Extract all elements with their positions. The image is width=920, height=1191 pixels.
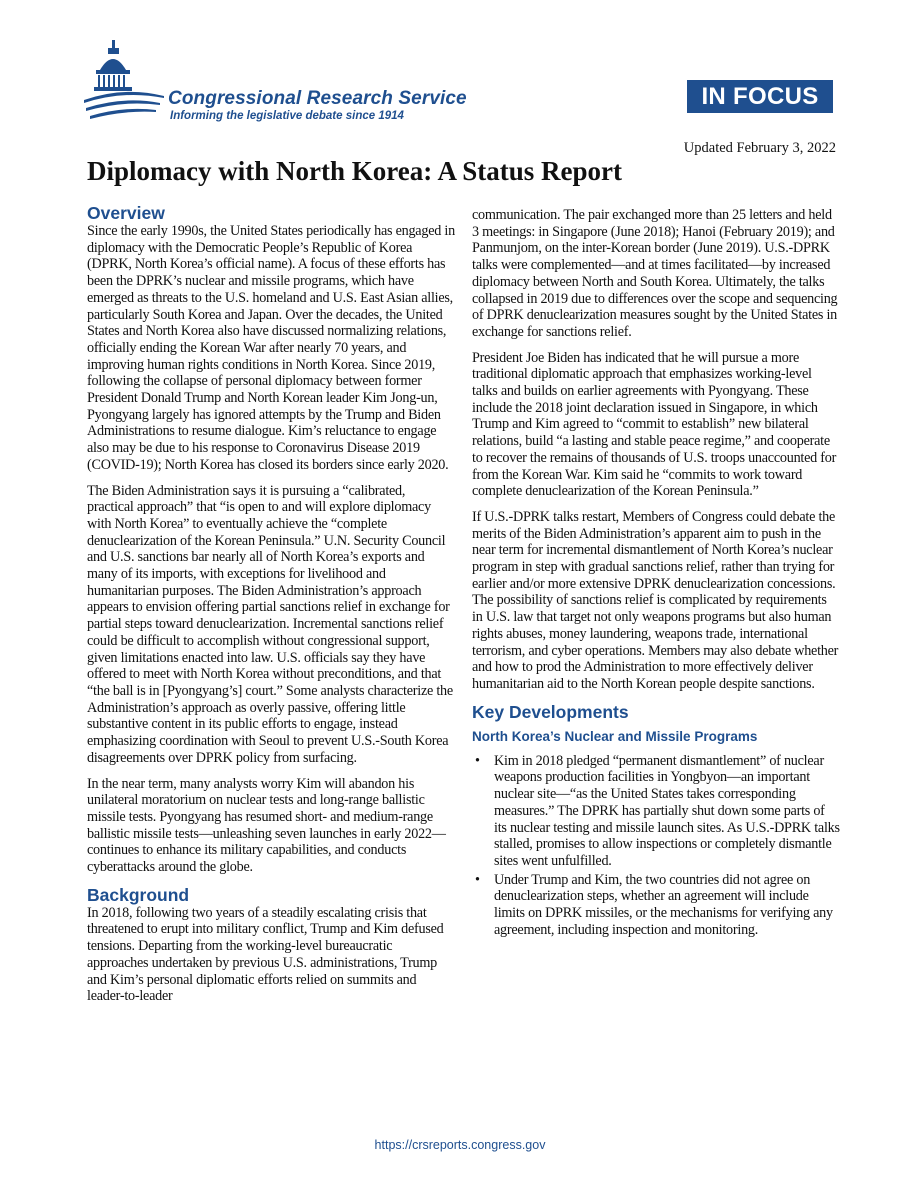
right-column <box>472 207 840 940</box>
list-item-text: Under Trump and Kim, the two countries did not agree on denuclearization steps, whether an agreement will include limits on DPRK missiles, or the mechanisms for verifying any agreement, including inspection and monitoring. <box>494 871 833 938</box>
background-paragraph-3: If U.S.-DPRK talks restart, Members of Congress could debate the merits of the Biden Administration’s apparent aim to push in the near term for incremental dismantlement of North Korea’s nuclear program in step with gradual sanctions relief, rather than trying for earlier and/or more extensive DPRK denuclearization concessions. The possibility of sanctions relief is complicated by requirements in U.S. law that target not only weapons programs but also human rights abuses, money laundering, weapons trade, international terrorism, and cyber operations. Members may also debate whether and how to prod the Administration to more effectively deliver humanitarian aid to the North Korean people despite sanctions. <box>472 508 839 692</box>
background-paragraph-1-part-2: communication. The pair exchanged more than 25 letters and held 3 meetings: in Singapore (June 2018); Hanoi (February 2019); and Panmunjom, on the inter-Korean border (June 2019). U.S.-DPRK talks were complemented—and at times facilitated—by increased diplomacy between North and South Korea. Ultimately, the talks collapsed in 2019 due to differences over the scope and sequencing of DPRK denuclearization measures sought by the United States in exchange for sanctions relief. <box>472 207 838 340</box>
bullet-icon: • <box>475 871 480 888</box>
background-heading: Background <box>87 884 190 905</box>
org-name: Congressional Research Service <box>168 88 467 109</box>
overview-paragraph-1: Since the early 1990s, the United States periodically has engaged in diplomacy with the Democratic People’s Republic of Korea (DPRK, North Korea’s official name). A focus of these efforts has been the DPRK’s nuclear and missile programs, which have emerged as threats to the U.S. homeland and U.S. East Asian allies, particularly South Korea and Japan. Over the decades, the United States and North Korea also have discussed normalizing relations, officially ending the Korean War after nearly 70 years, and improving human rights conditions in North Korea. Since 2019, following the collapse of personal diplomacy between former President Donald Trump and North Korean leader Kim Jong-un, Pyongyang largely has ignored attempts by the Trump and Biden Administrations to resume dialogue. Kim’s reluctance to engage also may be due to his response to Coronavirus Disease 2019 (COVID-19); North Korea has closed its borders since early 2020. <box>87 223 455 473</box>
list-item <box>472 872 840 939</box>
background-paragraph-2: President Joe Biden has indicated that he will pursue a more traditional diplomatic approach that emphasizes working-level talks and builds on earlier agreements with Pyongyang. These include the 2018 joint declaration issued in Singapore, in which Trump and Kim agreed to “commit to establish” new bilateral relations, build “a lasting and stable peace regime,” and cooperate to recover the remains of thousands of U.S. troops unaccounted for from the Korean War. Kim said he “commits to work toward complete denuclearization of the Korean Peninsula.” <box>472 349 837 500</box>
capitol-dome-icon <box>84 40 174 130</box>
background-paragraph-1-part-1: In 2018, following two years of a steadily escalating crisis that threatened to erupt into military conflict, Trump and Kim defused tensions. Departing from the working-level bureaucratic approaches undertaken by previous U.S. administrations, Trump and Kim’s personal diplomatic efforts relied on summits and leader-to-leader <box>87 904 444 1005</box>
overview-heading: Overview <box>87 203 165 223</box>
overview-paragraph-2: The Biden Administration says it is pursuing a “calibrated, practical approach” that “is open to and will explore diplomacy with North Korea” to eventually achieve the “complete denuclearization of the Korean Peninsula.” U.N. Security Council and U.S. sanctions bar nearly all of North Korea’s exports and many of its imports, with exceptions for livelihood and humanitarian purposes. The Biden Administration’s approach appears to envision offering partial sanctions relief in exchange for partial steps toward denuclearization. Incremental sanctions relief could be difficult to accomplish without congressional support, given limitations enacted into law. U.S. officials say they have offered to meet with North Korea without preconditions, and that “the ball is in [Pyongyang’s] court.” Some analysts characterize the Administration’s approach as overly passive, offering little substantive content in its public efforts to engage, instead emphasizing coordination with Seoul to prevent U.S.-South Korea disagreements over DPRK policy from surfacing. <box>87 482 453 766</box>
key-developments-heading: Key Developments <box>472 701 629 722</box>
bullet-icon: • <box>475 752 480 769</box>
list-item-text: Kim in 2018 pledged “permanent dismantlement” of nuclear weapons production facilities in Yongbyon—an important nuclear site—“as the United States takes corresponding measures.” The DPRK has partially shut down some parts of its nuclear testing and missile launch sites. As U.S.-DPRK talks stalled, promises to allow inspections or completely dismantle sites went unfulfilled. <box>494 752 840 869</box>
in-focus-badge: IN FOCUS <box>687 80 833 113</box>
list-item <box>472 753 840 870</box>
overview-paragraph-3: In the near term, many analysts worry Kim will abandon his unilateral moratorium on nuclear tests and long-range ballistic missile tests. Pyongyang has resumed short- and medium-range ballistic missile tests—unleashing seven launches in early 2022—continues to enhance its military capabilities, and conducts cyberattacks around the globe. <box>87 775 446 876</box>
left-column <box>87 203 455 1014</box>
footer-url[interactable]: https://crsreports.congress.gov <box>374 1138 546 1152</box>
nuclear-missile-subheading: North Korea’s Nuclear and Missile Programs <box>472 728 758 744</box>
page-title: Diplomacy with North Korea: A Status Report <box>87 156 622 186</box>
updated-date: Updated February 3, 2022 <box>683 140 836 156</box>
key-developments-list <box>472 753 840 939</box>
crs-logo <box>84 40 504 130</box>
org-tagline: Informing the legislative debate since 1914 <box>170 110 404 122</box>
